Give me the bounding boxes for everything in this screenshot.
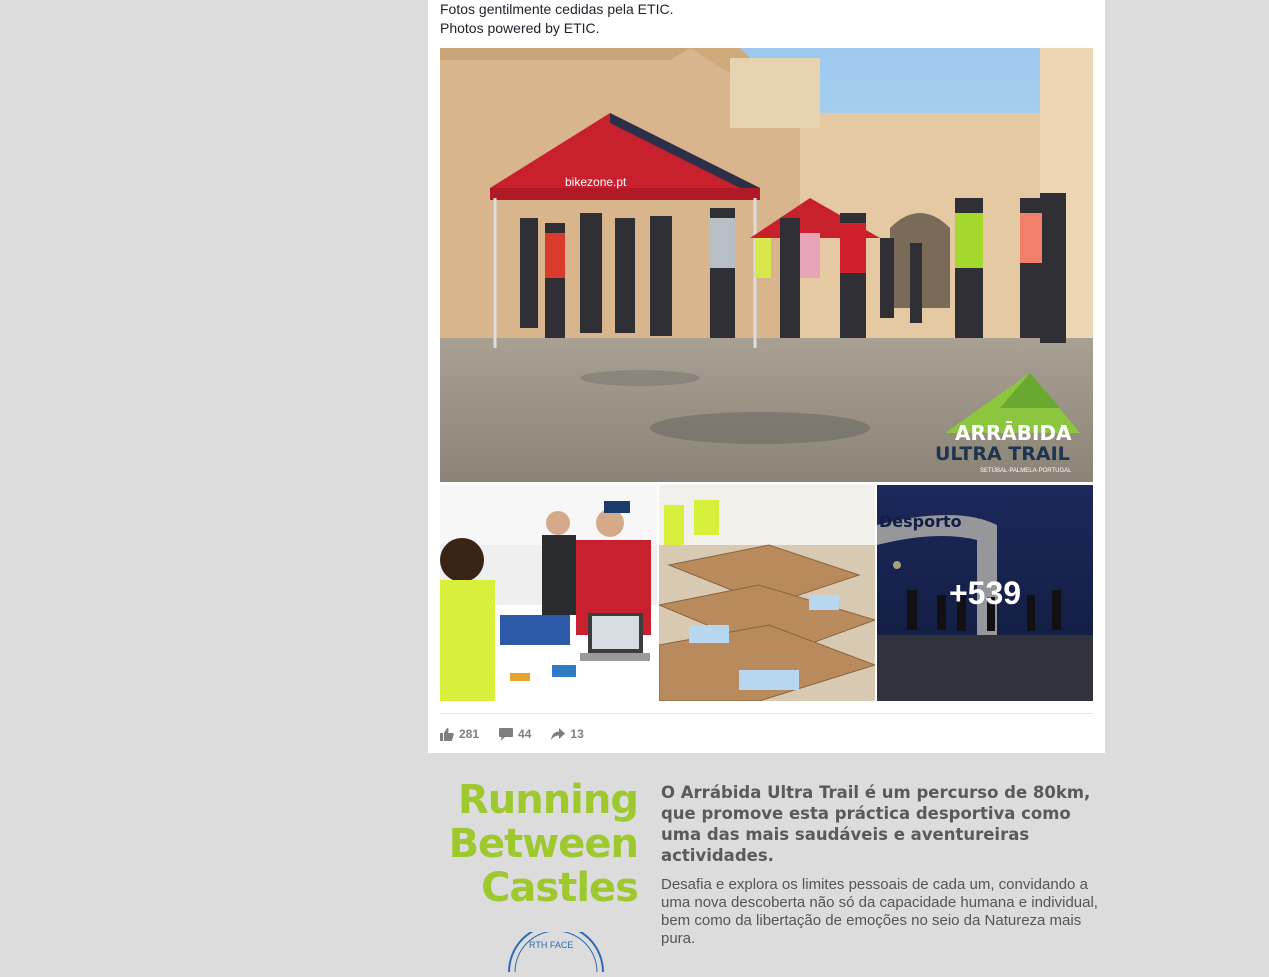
photo-main-race-kit-pickup[interactable] (440, 48, 1093, 482)
caption-portuguese: Fotos gentilmente cedidas pela ETIC. (440, 1, 674, 17)
caption-english: Photos powered by ETIC. (440, 20, 600, 36)
photo-night-start-line[interactable] (877, 485, 1093, 701)
logo-line2: ULTRA TRAIL (935, 443, 1070, 465)
reaction-bar (440, 724, 604, 744)
arch-banner-text: Desporto (879, 512, 962, 531)
reactions-divider (440, 713, 1093, 714)
like-button[interactable] (440, 727, 479, 741)
section-body-text: Desafia e explora os limites pessoais de cada um, convidando a uma nova descoberta não só da capacidade humana e individual, bem como da libertação de emoções no seio da Natureza mais pura. (661, 876, 1098, 947)
facebook-post-card (428, 0, 1105, 753)
comment-icon (499, 728, 513, 741)
logo-line1: ARRĀBIDA (955, 421, 1072, 445)
badge-text: RTH FACE (529, 940, 574, 950)
photo-race-kit-boxes[interactable] (659, 485, 875, 701)
post-caption (440, 0, 673, 38)
section-lead-text: O Arrábida Ultra Trail é um percurso de 80km, que promove esta práctica desportiva como uma das mais saudáveis e aventureiras actividades. (661, 783, 1091, 865)
photo-registration-desk[interactable] (440, 485, 657, 701)
logo-subtitle: SETÚBAL·PALMELA·PORTUGAL (980, 468, 1072, 474)
like-count: 281 (459, 727, 480, 741)
section-title-line3: Castles (481, 865, 638, 911)
more-photos-overlay[interactable]: +539 (877, 485, 1093, 701)
section-title (420, 778, 638, 910)
section-title-line2: Between (448, 821, 638, 867)
sponsor-badge-logo (505, 932, 607, 972)
comment-button[interactable] (499, 727, 531, 741)
share-icon (551, 728, 565, 740)
comment-count: 44 (518, 727, 532, 741)
share-count: 13 (570, 727, 584, 741)
like-icon (440, 728, 454, 741)
section-title-line1: Running (457, 777, 638, 823)
tent-brand-text: bikezone.pt (565, 175, 627, 189)
photo-grid (440, 48, 1093, 701)
share-button[interactable] (551, 727, 583, 741)
